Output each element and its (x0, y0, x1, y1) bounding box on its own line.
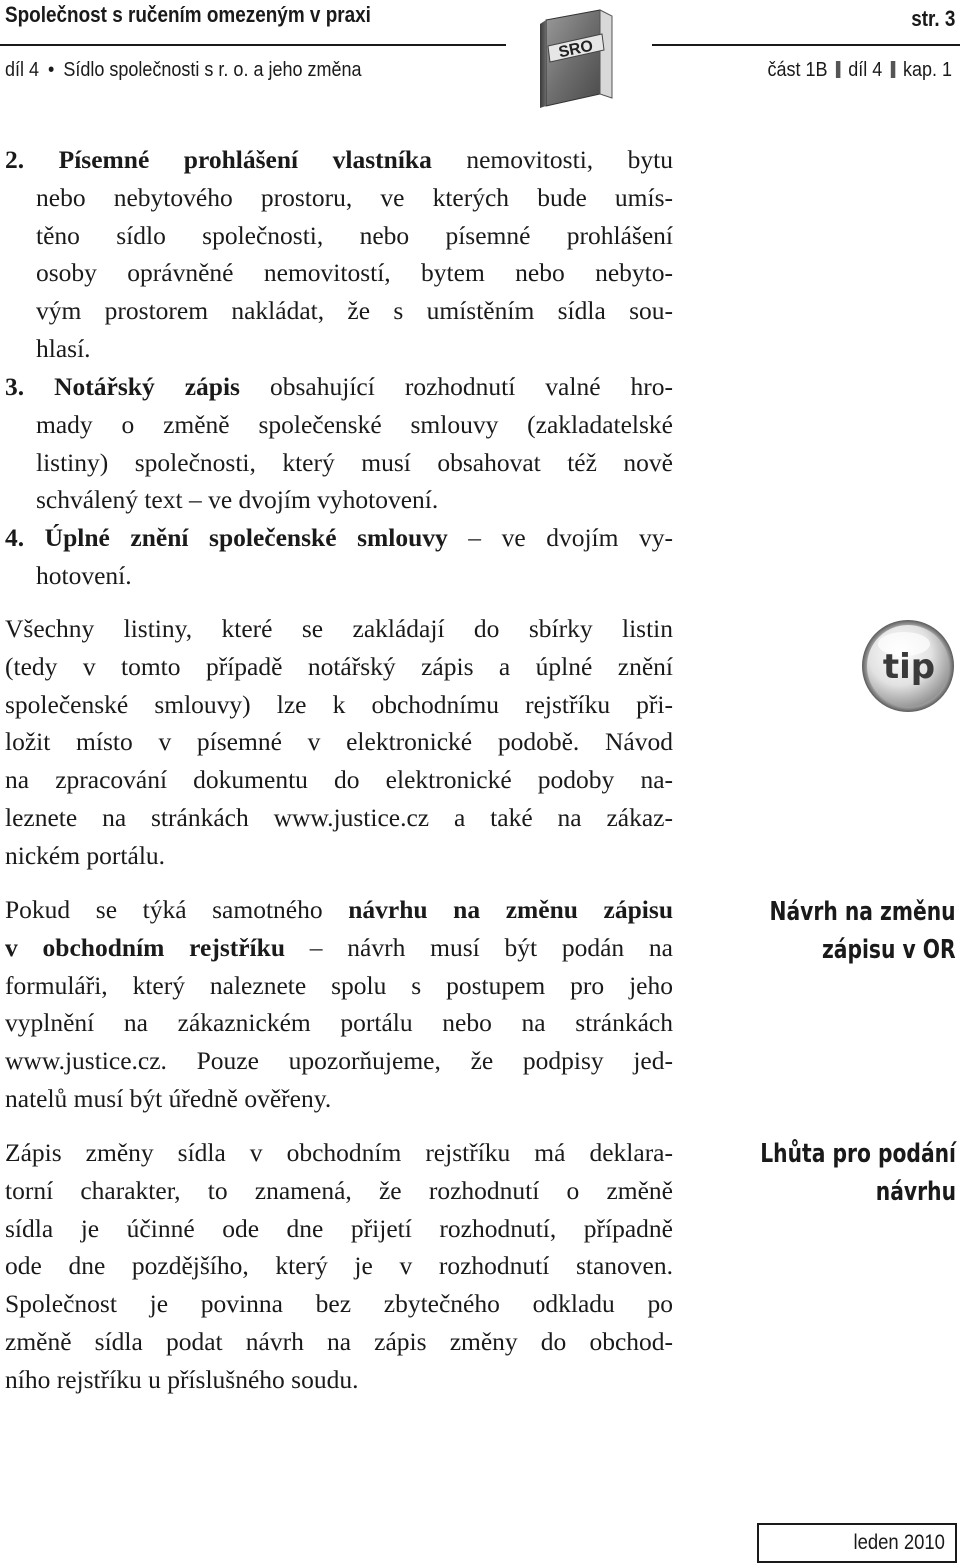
line: mady o změně společenské smlouvy (zakladatelské (36, 409, 673, 439)
line: změně sídla podat návrh na zápis změny do obchod- (5, 1326, 673, 1356)
line: hotovení. (36, 560, 132, 590)
part-cast: část 1B (767, 59, 828, 81)
line: Společnost je povinna bez zbytečného odkladu po (5, 1289, 673, 1319)
line: vým prostorem nakládat, že s umístěním sídla sou- (36, 296, 673, 326)
list-item-4 (5, 519, 673, 557)
item-number: 3. (5, 372, 25, 401)
line: na zpracování dokumentu do elektronické podoby na- (5, 765, 673, 795)
line: ode dne pozdějšího, který je v rozhodnutí stanoven. (5, 1251, 673, 1281)
margin-note-navrh: Návrh na změnu zápisu v OR (769, 897, 956, 965)
line: Zápis změny sídla v obchodním rejstříku má deklara- (5, 1138, 673, 1167)
list-item-2 (5, 141, 673, 179)
section-subtitle (5, 59, 362, 82)
line: Pokud se týká samotného návrhu na změnu zápisu (5, 895, 673, 924)
tip-icon (860, 618, 956, 714)
list-item-2-continuation (36, 179, 673, 368)
list-item-3-continuation (36, 406, 673, 519)
item-heading: Písemné prohlášení vlastníka (58, 145, 432, 174)
line: listiny) společnosti, který musí obsahovat též nově (36, 447, 673, 477)
line: vyplnění na zákaznickém portálu nebo na stránkách (5, 1008, 673, 1038)
line: hlasí. (36, 333, 91, 363)
line: těno sídlo společnosti, nebo písemné prohlášení (36, 220, 673, 250)
footer-date-box (757, 1523, 957, 1563)
line: nickém portálu. (5, 840, 166, 870)
tip-paragraph (5, 610, 673, 875)
footer-date: leden 2010 (853, 1531, 945, 1554)
line: Všechny listiny, které se zakládají do sbírky listin (5, 614, 673, 643)
line: v obchodním rejstříku – návrh musí být podán na (5, 932, 673, 962)
list-item-3 (5, 368, 673, 406)
line: osoby oprávněné nemovitostí, bytem nebo nebyto- (36, 258, 673, 288)
line: formuláři, který naleznete spolu s postupem pro jeho (5, 970, 673, 1000)
item-number: 4. (5, 523, 25, 552)
list-item-4-continuation (36, 557, 673, 595)
part-reference (768, 59, 953, 82)
page-number: str. 3 (910, 6, 955, 31)
line: nebo nebytového prostoru, ve kterých bude umís- (36, 182, 673, 212)
line: leznete na stránkách www.justice.cz a také na zákaz- (5, 802, 673, 832)
part-dil: díl 4 (848, 59, 883, 81)
margin-note-lhuta: Lhůta pro podání návrhu (760, 1139, 956, 1207)
line: schválený text – ve dvojím vyhotovení. (36, 485, 439, 515)
header-rule-left (0, 44, 506, 46)
line: www.justice.cz. Pouze upozorňujeme, že podpisy jed- (5, 1046, 673, 1076)
separator-bar (890, 61, 895, 78)
item-heading: Úplné znění společenské smlouvy (44, 523, 448, 552)
line: 2. Písemné prohlášení vlastníka nemovitosti, bytu (5, 145, 673, 174)
sro-book-logo (538, 6, 622, 110)
part-kap: kap. 1 (902, 59, 952, 81)
line: sídla je účinné ode dne přijetí rozhodnutí, případně (5, 1213, 673, 1243)
line: torní charakter, to znamená, že rozhodnutí o změně (5, 1175, 673, 1205)
header-rule-right (652, 44, 960, 46)
line: společenské smlouvy) lze k obchodnímu rejstříku při- (5, 689, 673, 719)
subtitle-separator: • (48, 59, 55, 81)
navrh-paragraph (5, 891, 673, 1118)
logo-text: SRO (557, 37, 595, 62)
line: natelů musí být úředně ověřeny. (5, 1083, 332, 1113)
publication-title: Společnost s ručením omezeným v praxi (5, 2, 371, 27)
subtitle-topic: Sídlo společnosti s r. o. a jeho změna (63, 59, 362, 81)
line: ního rejstříku u příslušného soudu. (5, 1364, 359, 1394)
subtitle-dil: díl 4 (5, 59, 40, 81)
line: ložit místo v písemné v elektronické podobě. Návod (5, 727, 673, 757)
tip-icon-label: tip (882, 647, 936, 687)
zapis-paragraph (5, 1134, 673, 1399)
item-heading: Notářský zápis (54, 372, 240, 401)
line: 3. Notářský zápis obsahující rozhodnutí valné hro- (5, 372, 674, 401)
separator-bar (836, 61, 841, 78)
line: 4. Úplné znění společenské smlouvy – ve dvojím vy- (5, 523, 673, 552)
item-number: 2. (5, 145, 25, 174)
line: (tedy v tomto případě notářský zápis a úplné znění (5, 651, 673, 681)
